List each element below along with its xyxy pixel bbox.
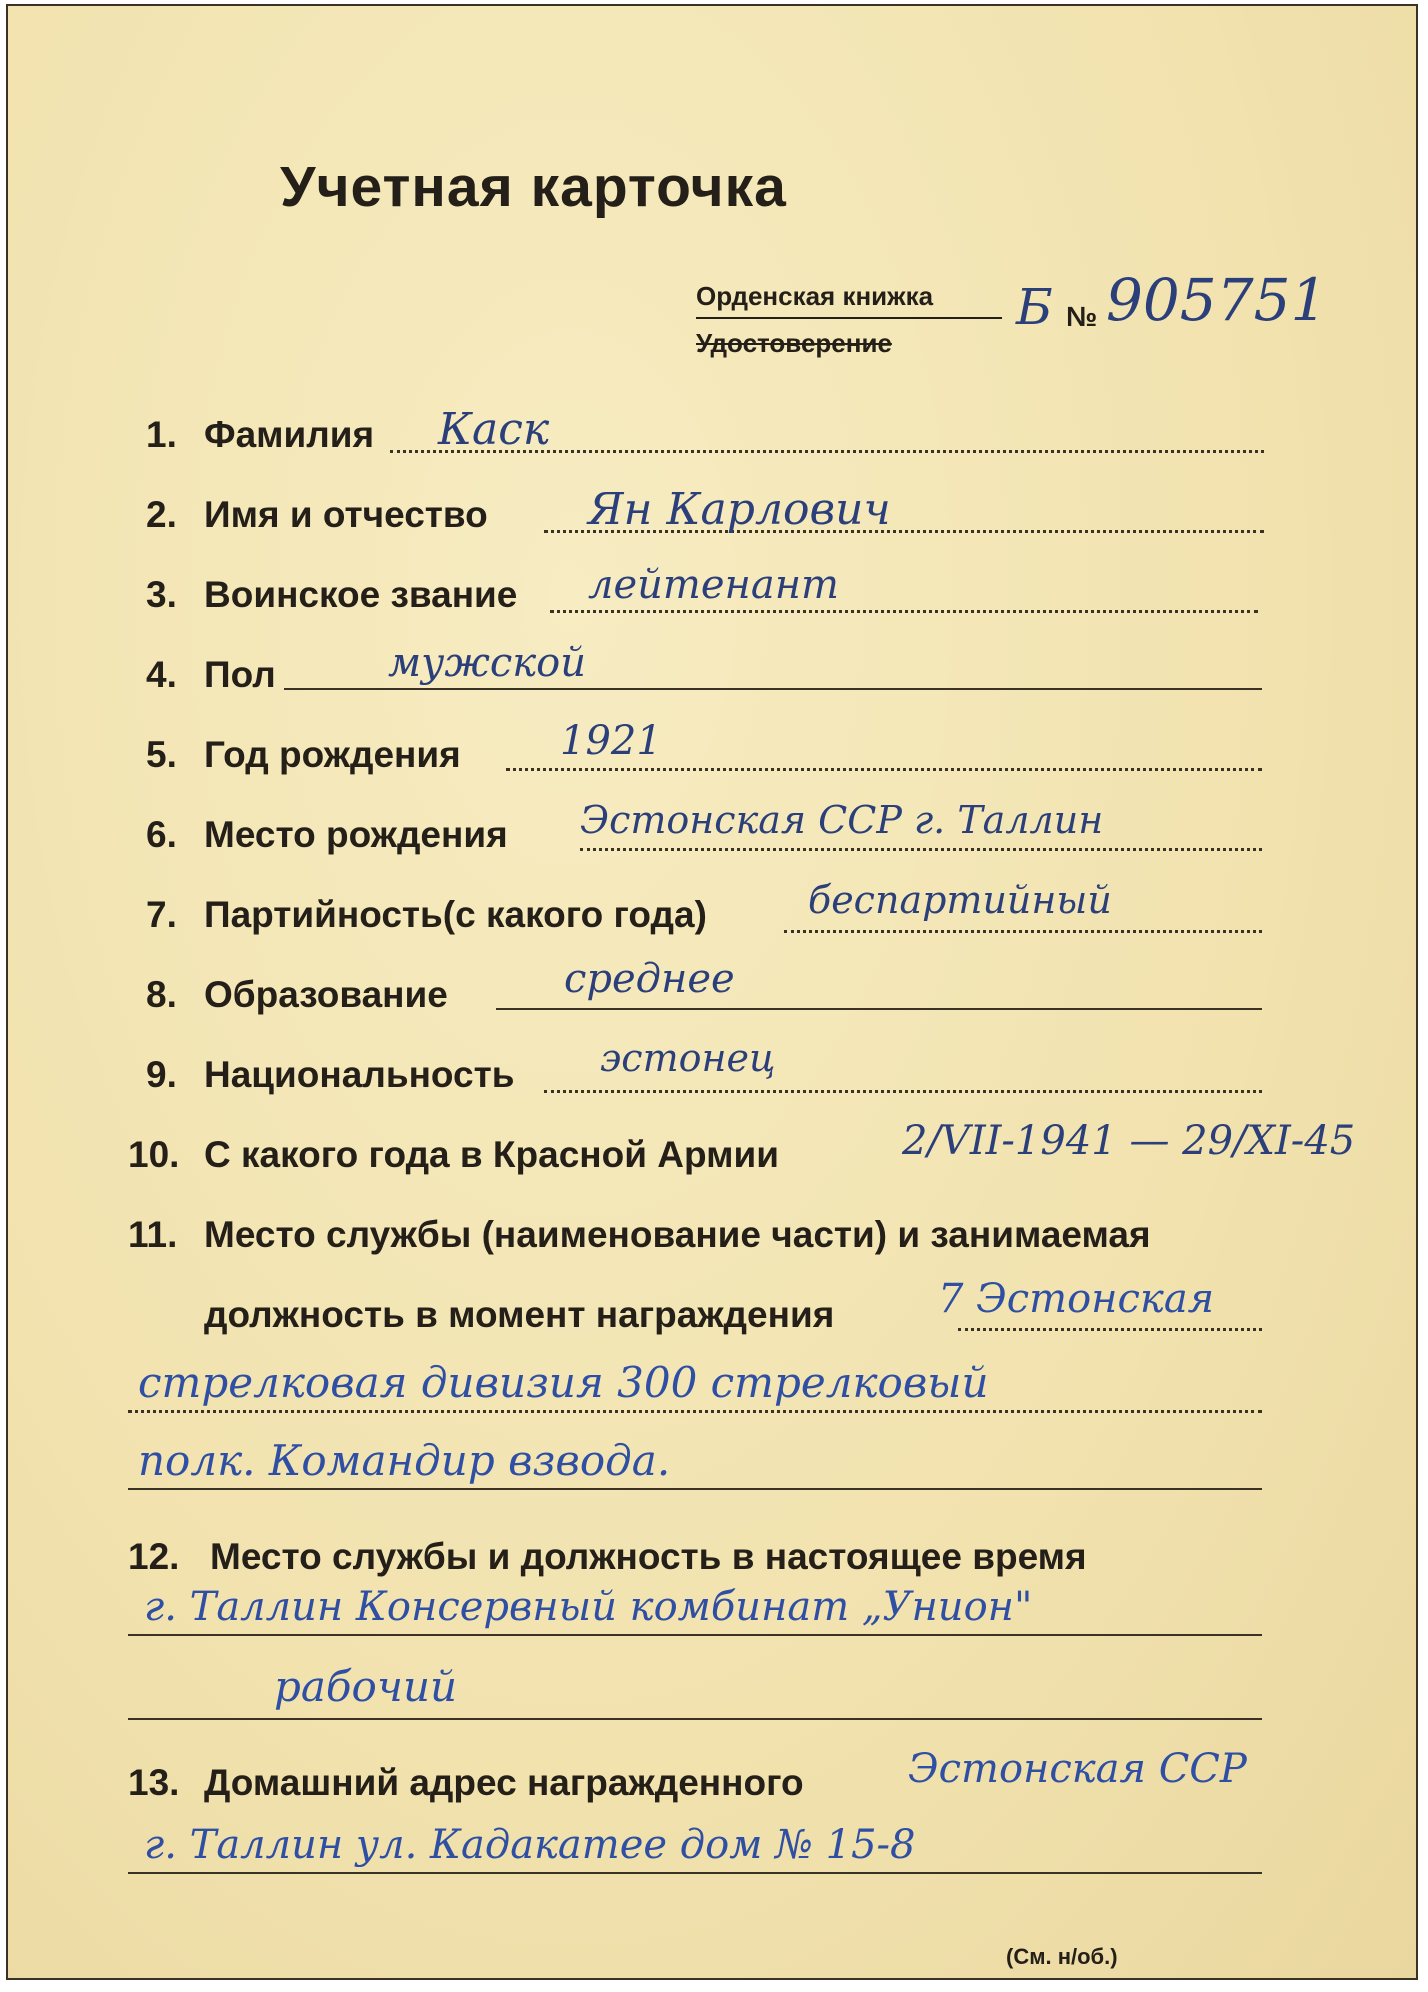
- field-1-label: Фамилия: [204, 414, 375, 455]
- field-8-value: среднее: [564, 956, 735, 1002]
- footer-note: (См. н/об.): [1006, 1944, 1118, 1969]
- field-3-number: 3.: [146, 574, 177, 615]
- field-13-value-1: Эстонская ССР: [908, 1746, 1247, 1792]
- field-2-number: 2.: [146, 494, 177, 535]
- field-11-label: Место службы (наименование части) и занимаемая: [204, 1214, 1151, 1255]
- field-11-number: 11.: [128, 1214, 178, 1255]
- field-10-label: С какого года в Красной Армии: [204, 1134, 779, 1175]
- field-11-value-2: стрелковая дивизия 300 стрелковый: [138, 1358, 989, 1407]
- number-sign: №: [1066, 301, 1098, 332]
- field-9-line: [544, 1090, 1262, 1093]
- field-6-label: Место рождения: [204, 814, 508, 855]
- field-2-label: Имя и отчество: [204, 494, 488, 535]
- field-11-line-3: [128, 1488, 1262, 1490]
- field-4-number: 4.: [146, 654, 177, 695]
- field-5-line: [506, 768, 1262, 771]
- field-5-label: Год рождения: [204, 734, 461, 775]
- field-8-number: 8.: [146, 974, 177, 1015]
- field-11-line-2: [128, 1410, 1262, 1413]
- field-4-value: мужской: [388, 640, 586, 686]
- field-12-value-1: г. Таллин Консервный комбинат „Унион": [144, 1584, 1033, 1630]
- field-6-line: [580, 848, 1262, 851]
- field-3-line: [550, 610, 1258, 613]
- field-1-value: Каск: [438, 404, 550, 455]
- field-9-label: Национальность: [204, 1054, 515, 1095]
- book-number: 905751: [1106, 266, 1328, 334]
- field-12-value-2: рабочий: [274, 1662, 458, 1711]
- field-5-number: 5.: [146, 734, 177, 775]
- card-title: Учетная карточка: [280, 155, 787, 219]
- field-13-label: Домашний адрес награжденного: [204, 1762, 804, 1803]
- field-12-line-2: [128, 1718, 1262, 1720]
- field-1-number: 1.: [146, 414, 177, 455]
- field-10-value: 2/VII-1941 — 29/XI-45: [902, 1118, 1356, 1164]
- field-13-value-2: г. Таллин ул. Кадакатее дом № 15-8: [144, 1822, 916, 1868]
- field-9-value: эстонец: [600, 1036, 776, 1080]
- record-card: [6, 4, 1418, 1980]
- field-12-line-1: [128, 1634, 1262, 1636]
- order-book-underline: [696, 317, 1002, 319]
- certificate-label: Удостоверение: [696, 328, 892, 358]
- field-2-value: Ян Карлович: [588, 484, 891, 535]
- book-series: Б: [1016, 278, 1053, 336]
- field-11-label-2: должность в момент награждения: [204, 1294, 835, 1335]
- field-4-line: [284, 688, 1262, 690]
- field-3-value: лейтенант: [588, 562, 839, 608]
- field-10-number: 10.: [128, 1134, 180, 1175]
- field-7-line: [784, 930, 1262, 933]
- field-5-value: 1921: [560, 718, 662, 764]
- field-11-value-3: полк. Командир взвода.: [138, 1436, 671, 1485]
- field-4-label: Пол: [204, 654, 276, 695]
- field-8-line: [496, 1008, 1262, 1010]
- field-11-value-1: 7 Эстонская: [938, 1276, 1215, 1322]
- field-6-value: Эстонская ССР г. Таллин: [580, 798, 1104, 842]
- field-7-value: беспартийный: [808, 878, 1112, 922]
- field-12-number: 12.: [128, 1536, 180, 1577]
- order-book-label: Орденская книжка: [696, 281, 934, 311]
- field-7-number: 7.: [146, 894, 177, 935]
- field-12-label: Место службы и должность в настоящее время: [210, 1536, 1087, 1577]
- field-6-number: 6.: [146, 814, 177, 855]
- field-8-label: Образование: [204, 974, 448, 1015]
- field-7-label: Партийность(с какого года): [204, 894, 707, 935]
- field-9-number: 9.: [146, 1054, 177, 1095]
- field-11-line-1: [958, 1328, 1262, 1331]
- field-3-label: Воинское звание: [204, 574, 518, 615]
- field-13-number: 13.: [128, 1762, 180, 1803]
- field-13-line: [128, 1872, 1262, 1874]
